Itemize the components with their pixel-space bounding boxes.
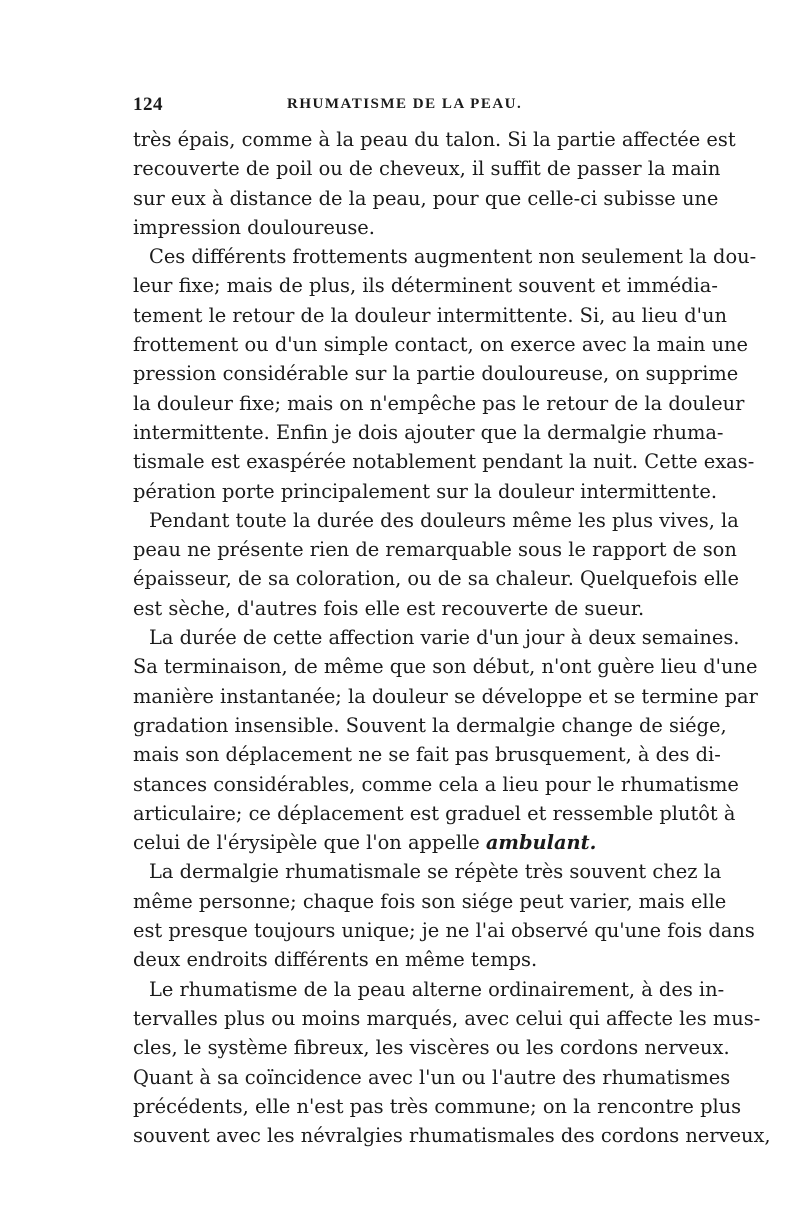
- running-header: [133, 94, 671, 120]
- text-line: peau ne présente rien de remarquable sous le rapport de son: [133, 538, 737, 562]
- text-line: tervalles plus ou moins marqués, avec celui qui affecte les mus-: [133, 1006, 761, 1030]
- text-line: pération porte principalement sur la douleur intermittente.: [133, 479, 717, 503]
- text-line: la douleur fixe; mais on n'empêche pas le retour de la douleur: [133, 391, 745, 415]
- text-line: recouverte de poil ou de cheveux, il suffit de passer la main: [133, 157, 721, 181]
- paragraph-start-line: Le rhumatisme de la peau alterne ordinairement, à des in-: [149, 977, 725, 1001]
- body-text: [133, 125, 771, 1150]
- text-line: cles, le système fibreux, les viscères ou les cordons nerveux.: [133, 1036, 730, 1060]
- text-segment: celui de l'érysipèle que l'on appelle: [133, 831, 486, 855]
- text-line: même personne; chaque fois son siége peut varier, mais elle: [133, 889, 727, 913]
- text-line: leur fixe; mais de plus, ils déterminent souvent et immédia-: [133, 274, 718, 298]
- text-line: Quant à sa coïncidence avec l'un ou l'autre des rhumatismes: [133, 1065, 731, 1089]
- paragraph-start-line: La dermalgie rhumatismale se répète très souvent chez la: [149, 860, 722, 884]
- text-line: intermittente. Enfin je dois ajouter que la dermalgie rhuma-: [133, 420, 724, 444]
- paragraph-start-line: La durée de cette affection varie d'un jour à deux semaines.: [149, 626, 740, 650]
- text-line: manière instantanée; la douleur se développe et se termine par: [133, 684, 758, 708]
- text-line: tement le retour de la douleur intermittente. Si, au lieu d'un: [133, 303, 727, 327]
- text-line: sur eux à distance de la peau, pour que celle-ci subisse une: [133, 186, 719, 210]
- text-line: frottement ou d'un simple contact, on exerce avec la main une: [133, 333, 749, 357]
- text-line: est sèche, d'autres fois elle est recouverte de sueur.: [133, 596, 645, 620]
- running-title: RHUMATISME DE LA PEAU.: [287, 96, 523, 112]
- text-line: pression considérable sur la partie douloureuse, on supprime: [133, 362, 739, 386]
- text-line: impression douloureuse.: [133, 215, 375, 239]
- text-line: tismale est exaspérée notablement pendant la nuit. Cette exas-: [133, 450, 755, 474]
- text-line: souvent avec les névralgies rhumatismales des cordons nerveux,: [133, 1124, 771, 1148]
- text-line: très épais, comme à la peau du talon. Si la partie affectée est: [133, 128, 736, 151]
- text-line: articulaire; ce déplacement est graduel et ressemble plutôt à: [133, 801, 736, 825]
- text-line: est presque toujours unique; je ne l'ai observé qu'une fois dans: [133, 919, 755, 943]
- text-line: stances considérables, comme cela a lieu pour le rhumatisme: [133, 772, 739, 796]
- text-line-with-emphasis: [133, 828, 671, 857]
- text-line: deux endroits différents en même temps.: [133, 948, 538, 972]
- page-number: 124: [133, 94, 163, 115]
- paragraph-start-line: Pendant toute la durée des douleurs même les plus vives, la: [149, 508, 739, 532]
- emphasis-ambulant: ambulant.: [485, 831, 597, 855]
- text-line: mais son déplacement ne se fait pas brusquement, à des di-: [133, 743, 721, 767]
- paragraph-start-line: Ces différents frottements augmentent non seulement la dou-: [149, 245, 757, 269]
- text-line: épaisseur, de sa coloration, ou de sa chaleur. Quelquefois elle: [133, 567, 739, 591]
- text-line: Sa terminaison, de même que son début, n'ont guère lieu d'une: [133, 655, 758, 679]
- text-line: gradation insensible. Souvent la dermalgie change de siége,: [133, 713, 727, 737]
- text-line: précédents, elle n'est pas très commune; on la rencontre plus: [133, 1094, 742, 1118]
